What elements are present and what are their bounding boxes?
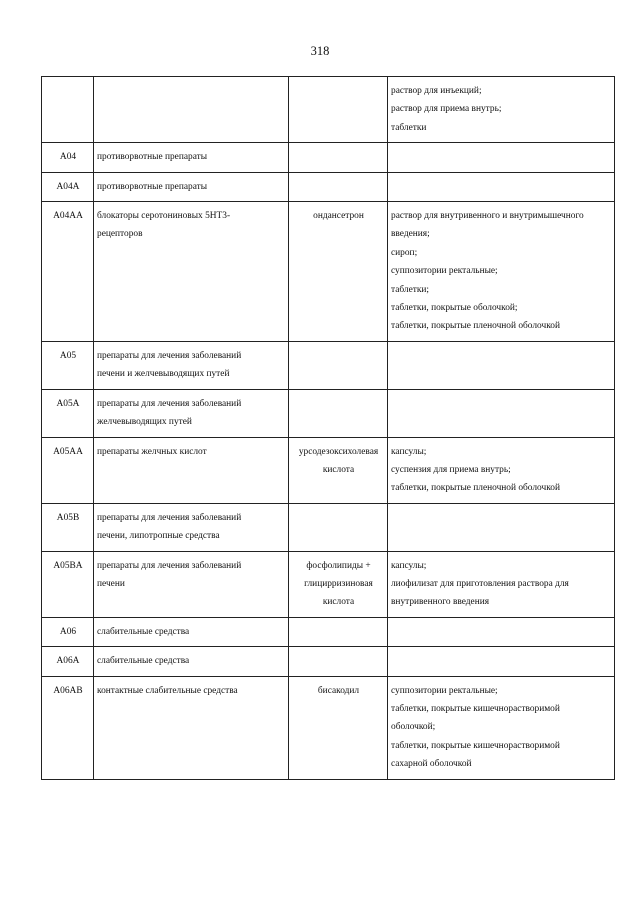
dosage-form-cell — [388, 389, 615, 437]
dosage-form-cell — [388, 202, 615, 342]
dosage-form-line: таблетки; — [391, 284, 430, 295]
anatomical-group-line: препараты для лечения заболеваний — [97, 398, 242, 409]
anatomical-group-cell — [94, 437, 289, 503]
anatomical-group-line: желчевыводящих путей — [97, 417, 192, 428]
drug-name-cell — [289, 503, 388, 551]
atc-code: A04A — [56, 181, 80, 192]
table-row — [42, 647, 615, 676]
drug-name-cell — [289, 647, 388, 676]
anatomical-group-line: препараты для лечения заболеваний — [97, 560, 242, 571]
table-row — [42, 389, 615, 437]
dosage-form-line: сахарной оболочкой — [391, 759, 472, 770]
dosage-form-cell — [388, 341, 615, 389]
atc-code: A06AB — [53, 685, 83, 696]
drug-name-cell — [289, 437, 388, 503]
anatomical-group-cell — [94, 389, 289, 437]
table-row — [42, 617, 615, 646]
dosage-form-line: оболочкой; — [391, 722, 436, 733]
dosage-form-cell — [388, 647, 615, 676]
dosage-form-cell — [388, 143, 615, 172]
drug-name-line: ондансетрон — [313, 211, 364, 222]
atc-code-cell — [42, 389, 94, 437]
drug-name-cell — [289, 202, 388, 342]
anatomical-group-line: печени и желчевыводящих путей — [97, 369, 230, 380]
drug-name-cell — [289, 389, 388, 437]
anatomical-group-cell — [94, 341, 289, 389]
atc-code: A05BA — [53, 560, 83, 571]
drug-name-cell — [289, 77, 388, 143]
anatomical-group-line: препараты желчных кислот — [97, 446, 207, 457]
anatomical-group-line: препараты для лечения заболеваний — [97, 350, 242, 361]
drug-name-cell — [289, 676, 388, 779]
atc-code-cell — [42, 647, 94, 676]
anatomical-group-line: блокаторы серотониновых 5HT3- — [97, 211, 231, 222]
atc-code-cell — [42, 676, 94, 779]
dosage-form-line: суспензия для приема внутрь; — [391, 464, 511, 475]
drug-name-line: кислота — [322, 464, 355, 475]
dosage-form-line: раствор для приема внутрь; — [391, 104, 502, 115]
drug-name-line: урсодезоксихолевая — [298, 446, 379, 457]
atc-code-cell — [42, 341, 94, 389]
dosage-form-line: таблетки, покрытые кишечнорастворимой — [391, 740, 560, 751]
atc-code: A05A — [56, 398, 80, 409]
atc-code: A05 — [59, 350, 77, 361]
anatomical-group-line: слабительные средства — [97, 626, 190, 637]
page-number: 318 — [310, 44, 330, 58]
drug-name-line: бисакодил — [317, 685, 360, 696]
anatomical-group-line: препараты для лечения заболеваний — [97, 512, 242, 523]
dosage-form-line: сироп; — [391, 247, 418, 258]
atc-code-cell — [42, 172, 94, 201]
table-row — [42, 437, 615, 503]
atc-code: A04 — [59, 152, 77, 163]
anatomical-group-cell — [94, 202, 289, 342]
drug-name-line: глицирризиновая — [304, 578, 373, 589]
dosage-form-line: таблетки, покрытые кишечнорастворимой — [391, 703, 560, 714]
anatomical-group-cell — [94, 647, 289, 676]
dosage-form-cell — [388, 617, 615, 646]
dosage-form-line: капсулы; — [391, 446, 427, 457]
dosage-form-cell — [388, 503, 615, 551]
anatomical-group-cell — [94, 617, 289, 646]
table-row — [42, 77, 615, 143]
atc-code-cell — [42, 143, 94, 172]
drug-name-line: кислота — [322, 597, 355, 608]
dosage-form-line: лиофилизат для приготовления раствора для — [391, 578, 569, 589]
atc-code: A04AA — [53, 211, 83, 222]
table-row — [42, 172, 615, 201]
dosage-form-line: внутривенного введения — [391, 597, 490, 608]
drug-name-cell — [289, 341, 388, 389]
dosage-form-line: раствор для инъекций; — [391, 86, 482, 96]
table-row — [42, 143, 615, 172]
table-row — [42, 676, 615, 779]
anatomical-group-cell — [94, 77, 289, 143]
anatomical-group-line: противорвотные препараты — [97, 152, 208, 163]
dosage-form-cell — [388, 551, 615, 617]
atc-code-cell — [42, 551, 94, 617]
dosage-form-line: суппозитории ректальные; — [391, 685, 498, 696]
table-row — [42, 503, 615, 551]
atc-code-cell — [42, 437, 94, 503]
dosage-form-line: таблетки, покрытые оболочкой; — [391, 303, 518, 314]
anatomical-group-cell — [94, 551, 289, 617]
anatomical-group-cell — [94, 172, 289, 201]
dosage-form-line: таблетки, покрытые пленочной оболочкой — [391, 321, 560, 332]
anatomical-group-line: слабительные средства — [97, 656, 190, 667]
anatomical-group-line: противорвотные препараты — [97, 181, 208, 192]
table-body — [42, 77, 615, 780]
dosage-form-cell — [388, 172, 615, 201]
drug-name-cell — [289, 551, 388, 617]
atc-code-cell — [42, 617, 94, 646]
dosage-form-line: раствор для внутривенного и внутримышечного — [391, 211, 584, 222]
atc-code: A05AA — [53, 446, 83, 457]
dosage-form-cell — [388, 77, 615, 143]
table-row — [42, 341, 615, 389]
atc-code-cell — [42, 202, 94, 342]
atc-code: A06A — [56, 656, 80, 667]
drug-name-cell — [289, 172, 388, 201]
atc-code: A06 — [59, 626, 77, 637]
atc-code-cell — [42, 77, 94, 143]
dosage-form-line: введения; — [391, 229, 430, 240]
table-row — [42, 202, 615, 342]
dosage-form-line: капсулы; — [391, 560, 427, 571]
dosage-form-line: таблетки, покрытые пленочной оболочкой — [391, 483, 560, 494]
drug-name-cell — [289, 143, 388, 172]
table-row — [42, 551, 615, 617]
drug-name-line: фосфолипиды + — [306, 560, 371, 571]
dosage-form-line: суппозитории ректальные; — [391, 266, 498, 277]
anatomical-group-cell — [94, 676, 289, 779]
medication-table — [41, 76, 615, 780]
anatomical-group-line: рецепторов — [97, 229, 143, 240]
dosage-form-line: таблетки — [391, 122, 427, 133]
anatomical-group-line: печени — [97, 578, 125, 589]
atc-code-cell — [42, 503, 94, 551]
anatomical-group-cell — [94, 143, 289, 172]
dosage-form-cell — [388, 437, 615, 503]
anatomical-group-line: контактные слабительные средства — [97, 685, 238, 696]
anatomical-group-cell — [94, 503, 289, 551]
drug-name-cell — [289, 617, 388, 646]
dosage-form-cell — [388, 676, 615, 779]
anatomical-group-line: печени, липотропные средства — [97, 531, 220, 542]
atc-code: A05B — [56, 512, 80, 523]
